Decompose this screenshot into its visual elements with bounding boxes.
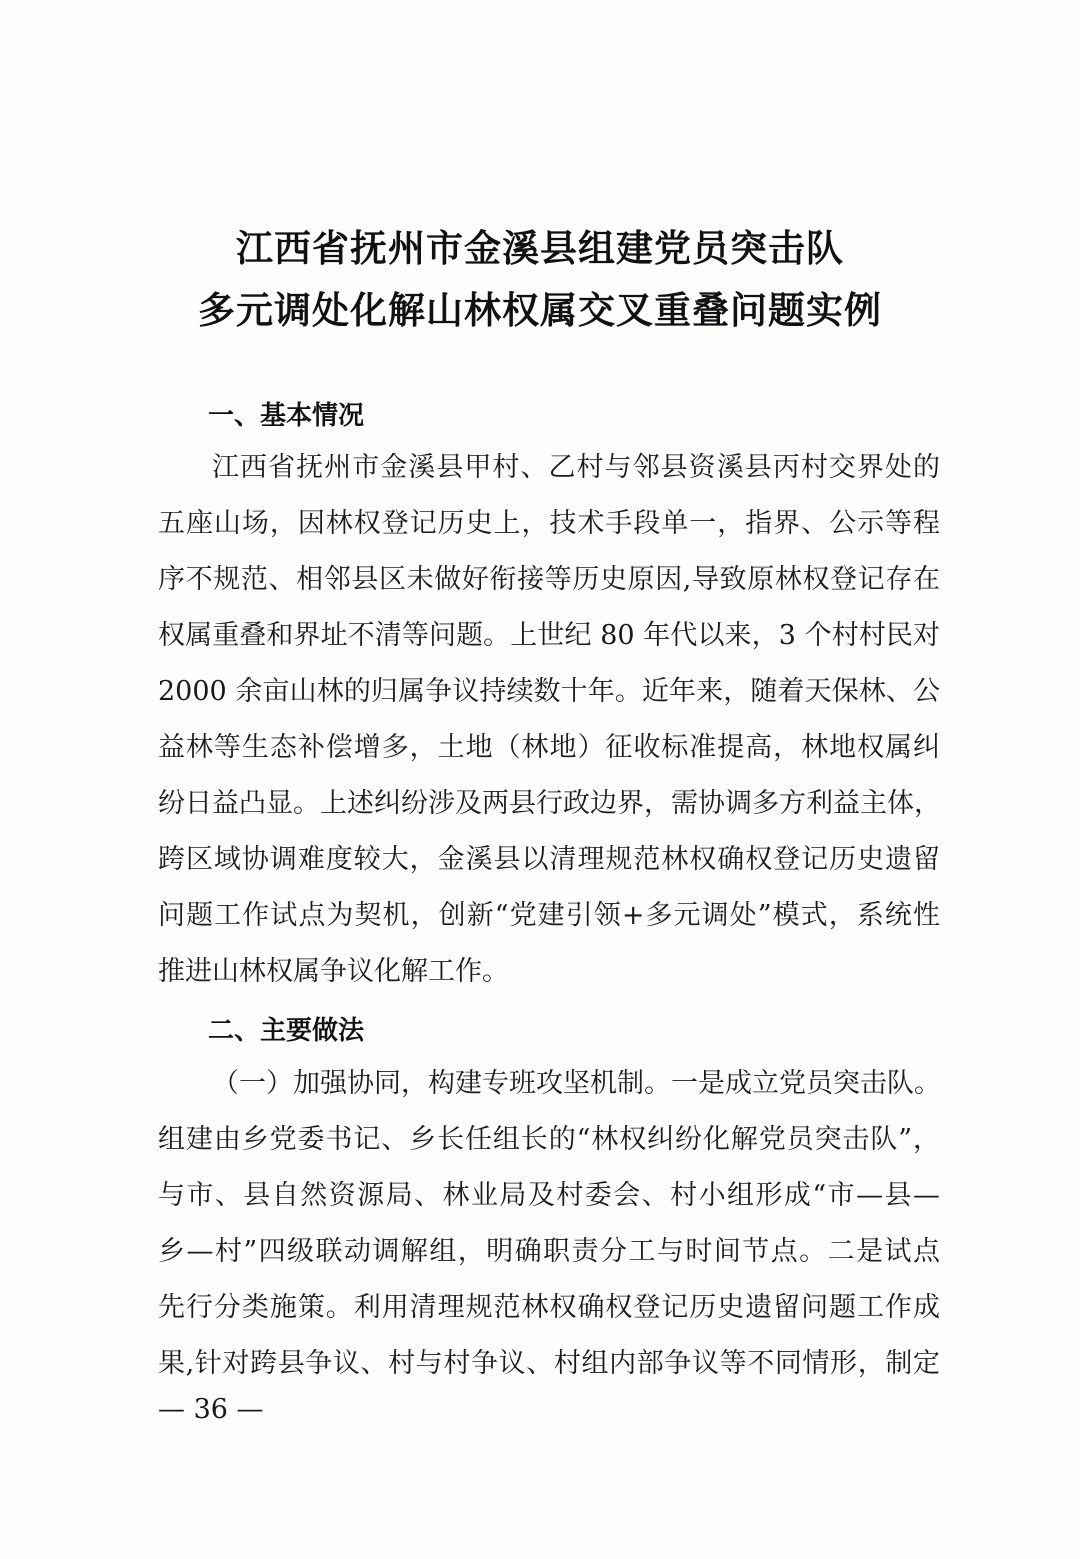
- paragraph-line: 先行分类施策。利用清理规范林权确权登记历史遗留问题工作成: [158, 1292, 940, 1323]
- document-title-line-1: 江西省抚州市金溪县组建党员突击队: [236, 226, 844, 270]
- paragraph-line: 乡—村”四级联动调解组，明确职责分工与时间节点。二是试点: [158, 1236, 940, 1267]
- paragraph-line: 组建由乡党委书记、乡长任组长的“林权纠纷化解党员突击队”，: [158, 1124, 940, 1155]
- section-heading-basic-situation: 一、基本情况: [208, 401, 365, 431]
- paragraph-line: 权属重叠和界址不清等问题。上世纪 80 年代以来，3 个村村民对: [158, 620, 940, 651]
- paragraph-line: 果,针对跨县争议、村与村争议、村组内部争议等不同情形，制定: [158, 1348, 940, 1379]
- paragraph-line: 问题工作试点为契机，创新“党建引领+多元调处”模式，系统性: [158, 900, 940, 931]
- paragraph-line: 纷日益凸显。上述纠纷涉及两县行政边界，需协调多方利益主体，: [158, 788, 941, 819]
- section-heading-main-practices: 二、主要做法: [208, 1016, 365, 1046]
- paragraph-line: 江西省抚州市金溪县甲村、乙村与邻县资溪县丙村交界处的: [212, 452, 940, 483]
- paragraph-line: （一）加强协同，构建专班攻坚机制。一是成立党员突击队。: [212, 1068, 941, 1099]
- paragraph-line: 2000 余亩山林的归属争议持续数十年。近年来，随着天保林、公: [158, 676, 940, 707]
- paragraph-line: 益林等生态补偿增多，土地（林地）征收标准提高，林地权属纠: [158, 732, 940, 763]
- paragraph-line: 与市、县自然资源局、林业局及村委会、村小组形成“市—县—: [158, 1180, 940, 1211]
- paragraph-line: 五座山场，因林权登记历史上，技术手段单一，指界、公示等程: [158, 508, 940, 539]
- paragraph-line: 推进山林权属争议化解工作。: [158, 956, 509, 987]
- paragraph-line: 跨区域协调难度较大，金溪县以清理规范林权确权登记历史遗留: [158, 844, 940, 875]
- page-number: — 36 —: [158, 1394, 264, 1425]
- paragraph-line: 序不规范、相邻县区未做好衔接等历史原因,导致原林权登记存在: [158, 564, 940, 595]
- document-title-line-2: 多元调处化解山林权属交叉重叠问题实例: [198, 288, 882, 332]
